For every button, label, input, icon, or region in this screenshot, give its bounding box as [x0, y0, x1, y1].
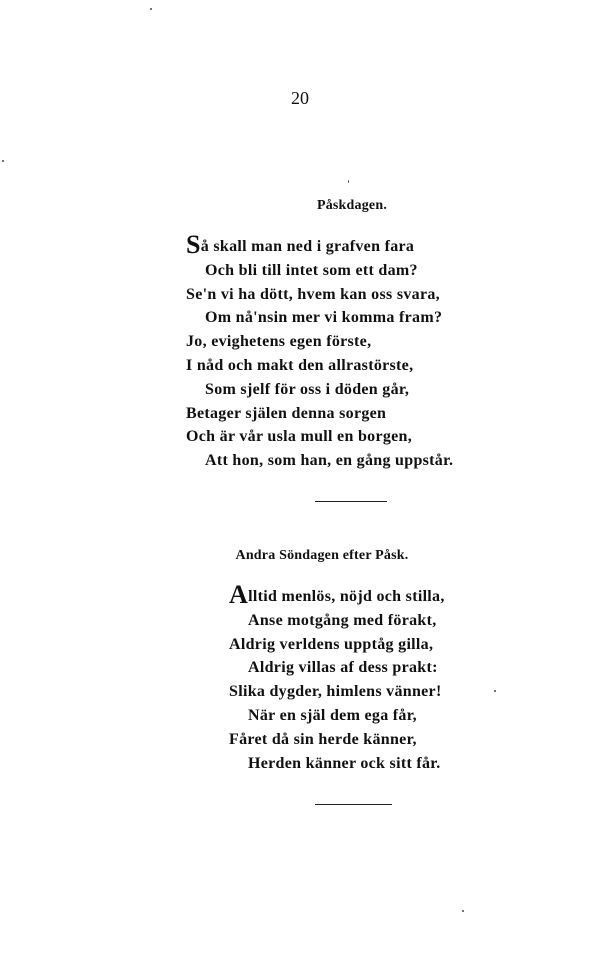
poem-line: Herden känner ock sitt får.: [248, 754, 441, 772]
paper-speck: [150, 8, 152, 10]
paper-speck: [494, 690, 496, 692]
poem-line: I nåd och makt den allrastörste,: [186, 356, 414, 374]
poem-line: Som sjelf för oss i döden går,: [205, 380, 410, 398]
poem-line: Slika dygder, himlens vänner!: [229, 683, 442, 701]
poem-title: Påskdagen.: [316, 198, 388, 213]
poem-line: Och bli till intet som ett dam?: [205, 261, 418, 279]
section-divider: [315, 501, 387, 502]
paper-speck: [2, 160, 4, 162]
section-divider: [315, 804, 392, 805]
poem-line: Om nå'nsin mer vi komma fram?: [205, 309, 443, 327]
page-number: 20: [291, 88, 309, 108]
poem-line: Aldrig verldens upptåg gilla,: [229, 635, 434, 653]
poem-line: Fåret då sin herde känner,: [229, 730, 417, 748]
poem-title: Andra Söndagen efter Påsk.: [235, 548, 409, 563]
poem-line: När en själ dem ega får,: [248, 706, 417, 724]
poem-line: Anse motgång med förakt,: [248, 611, 437, 629]
initial-letter: A: [229, 580, 249, 609]
initial-letter: S: [186, 230, 201, 259]
poem-line: Aldrig villas af dess prakt:: [248, 659, 438, 677]
poem-line: Och är vår usla mull en borgen,: [186, 428, 413, 446]
poem-line: Se'n vi ha dött, hvem kan oss svara,: [186, 285, 440, 303]
poem-line: Alltid menlös, nöjd och stilla,: [229, 580, 445, 609]
paper-speck: [462, 910, 464, 912]
poem-line: Att hon, som han, en gång uppstår.: [205, 452, 454, 470]
poem-body: [229, 580, 445, 775]
poem-line: Betager själen denna sorgen: [186, 404, 387, 422]
poem-line: Så skall man ned i grafven fara: [186, 230, 415, 259]
paper-speck: [348, 180, 349, 183]
poem-line: Jo, evighetens egen förste,: [186, 333, 372, 351]
poem-body: [186, 230, 454, 473]
